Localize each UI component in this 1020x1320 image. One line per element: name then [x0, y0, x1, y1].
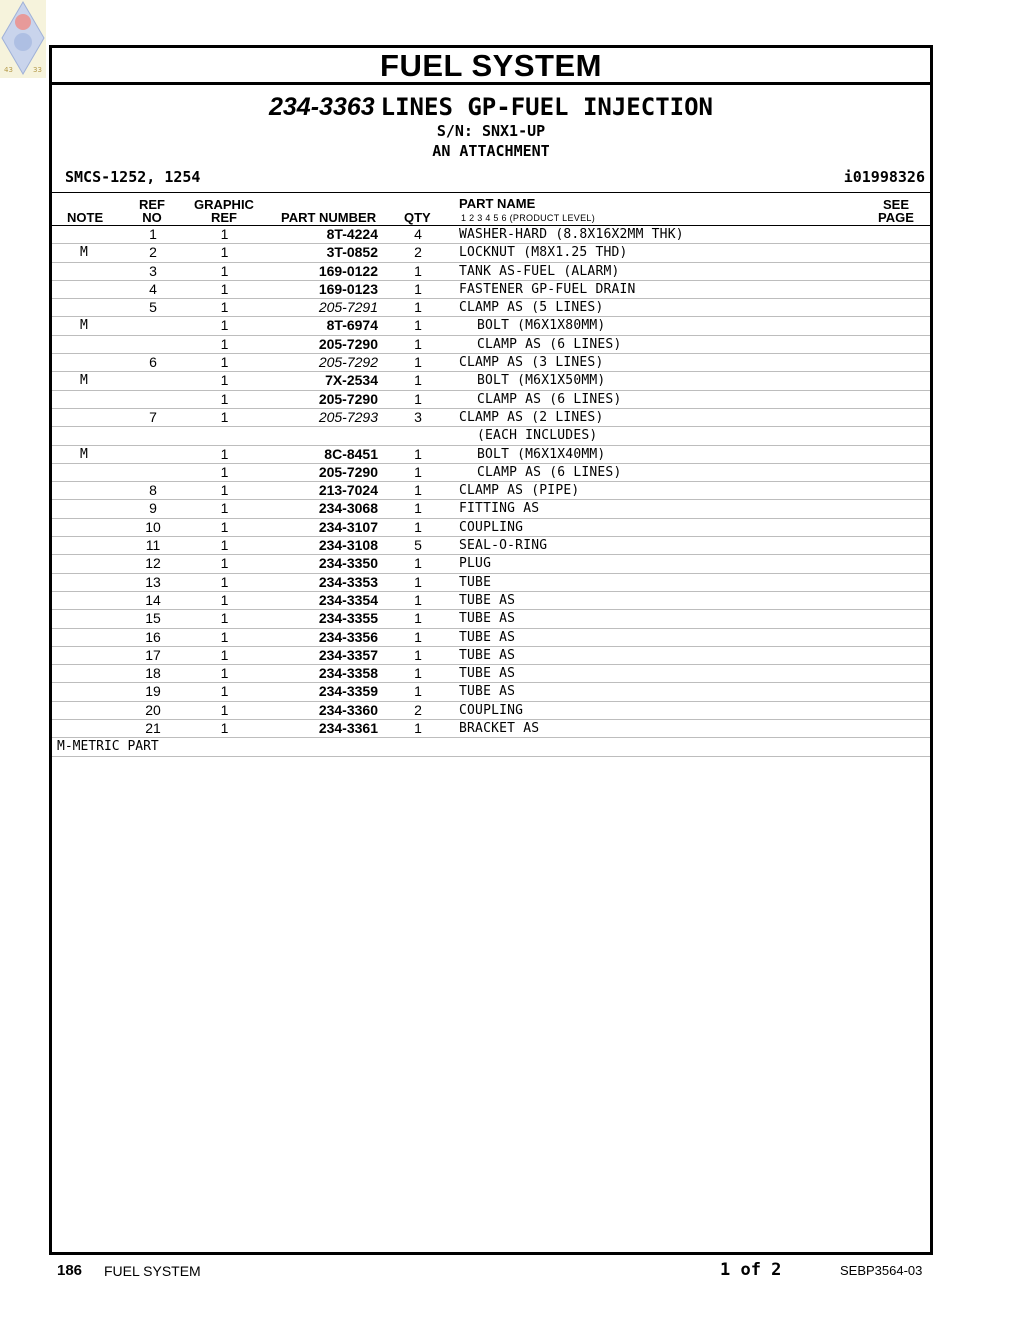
header-part-number: PART NUMBER	[281, 210, 377, 225]
row-graphic-ref: 1	[220, 390, 229, 407]
row-part-name: BOLT (M6X1X40MM)	[477, 446, 606, 462]
smcs-code: SMCS-1252, 1254	[65, 168, 201, 186]
row-qty: 1	[414, 720, 422, 737]
row-graphic-ref: 1	[220, 701, 229, 718]
header-qty: QTY	[404, 210, 431, 225]
table-row	[52, 629, 930, 647]
row-ref-no: 4	[149, 280, 157, 297]
row-part-number: 234-3359	[318, 683, 378, 700]
row-ref-no: 12	[145, 555, 161, 572]
row-note: M	[80, 446, 88, 462]
row-part-number: 234-3107	[318, 518, 378, 535]
row-part-number: 234-3068	[318, 500, 378, 517]
row-graphic-ref: 1	[220, 591, 229, 608]
footnote-row	[52, 738, 930, 756]
row-part-number: 234-3360	[318, 701, 378, 718]
row-graphic-ref: 1	[220, 299, 229, 316]
group-name: LINES GP-FUEL INJECTION	[380, 93, 713, 121]
row-part-name: TUBE AS	[459, 592, 516, 608]
row-part-name: BOLT (M6X1X50MM)	[477, 373, 606, 389]
table-row	[52, 555, 930, 573]
row-part-number: 234-3356	[318, 628, 378, 645]
row-note: M	[80, 245, 88, 261]
row-part-number: 3T-0852	[326, 244, 378, 261]
header-ref-no: NO	[142, 210, 162, 225]
header-product-levels: 1 2 3 4 5 6 (PRODUCT LEVEL)	[461, 213, 595, 223]
row-graphic-ref: 1	[220, 463, 229, 480]
row-part-number: 234-3357	[318, 646, 378, 663]
row-part-number: 8T-4224	[326, 226, 378, 242]
row-qty: 1	[414, 518, 422, 535]
row-graphic-ref: 1	[220, 445, 229, 462]
row-qty: 1	[414, 591, 422, 608]
row-ref-no: 11	[145, 537, 161, 554]
row-qty: 1	[414, 646, 422, 663]
row-graphic-ref: 1	[220, 720, 229, 737]
row-qty: 1	[414, 372, 422, 389]
row-graphic-ref: 1	[220, 665, 229, 682]
table-row	[52, 537, 930, 555]
row-part-name: LOCKNUT (M8X1.25 THD)	[459, 245, 628, 261]
row-qty: 4	[414, 226, 422, 242]
row-part-name: COUPLING	[459, 519, 524, 535]
row-qty: 1	[414, 335, 422, 352]
row-graphic-ref: 1	[220, 408, 229, 425]
row-qty: 1	[414, 628, 422, 645]
row-part-name: TUBE AS	[459, 647, 516, 663]
table-row	[52, 446, 930, 464]
row-part-number: 234-3353	[318, 573, 378, 590]
row-qty: 1	[414, 610, 422, 627]
table-row	[52, 720, 930, 738]
row-part-number: 169-0122	[318, 262, 378, 279]
row-graphic-ref: 1	[220, 354, 229, 371]
row-ref-no: 17	[145, 646, 161, 663]
logo-number-left: 43	[4, 66, 13, 74]
row-part-name: CLAMP AS (6 LINES)	[477, 391, 622, 407]
row-part-name: CLAMP AS (5 LINES)	[459, 300, 604, 316]
row-graphic-ref: 1	[220, 482, 229, 499]
row-note: M	[80, 318, 88, 334]
row-ref-no: 3	[149, 262, 157, 279]
row-part-number: 205-7292	[318, 354, 378, 371]
table-row	[52, 683, 930, 701]
table-row	[52, 519, 930, 537]
row-ref-no: 13	[145, 573, 161, 590]
header-see-page: PAGE	[878, 210, 914, 225]
row-qty: 1	[414, 573, 422, 590]
row-graphic-ref: 1	[220, 628, 229, 645]
parts-table	[52, 226, 930, 738]
row-ref-no: 5	[149, 299, 157, 316]
row-part-number: 205-7291	[318, 299, 378, 316]
table-row	[52, 299, 930, 317]
row-ref-no: 1	[149, 226, 157, 242]
row-ref-no: 6	[149, 354, 157, 371]
row-part-name: TUBE AS	[459, 666, 516, 682]
group-number: 234-3363	[269, 93, 375, 121]
row-part-name: TUBE AS	[459, 684, 516, 700]
row-part-number: 234-3358	[318, 665, 378, 682]
row-part-name: CLAMP AS (6 LINES)	[477, 336, 622, 352]
row-graphic-ref: 1	[220, 335, 229, 352]
table-row	[52, 263, 930, 281]
row-qty: 1	[414, 665, 422, 682]
row-part-name: (EACH INCLUDES)	[477, 428, 598, 444]
row-ref-no: 20	[145, 701, 161, 718]
row-ref-no: 2	[149, 244, 157, 261]
page-of: 1 of 2	[720, 1260, 782, 1280]
row-ref-no: 18	[145, 665, 161, 682]
row-qty: 1	[414, 354, 422, 371]
header-graphic: GRAPHIC	[194, 197, 254, 212]
table-row	[52, 464, 930, 482]
table-row	[52, 665, 930, 683]
row-qty: 2	[414, 701, 422, 718]
corner-logo	[0, 0, 46, 78]
table-row	[52, 482, 930, 500]
row-part-name: SEAL-O-RING	[459, 538, 548, 554]
row-part-name: CLAMP AS (3 LINES)	[459, 355, 604, 371]
table-row	[52, 244, 930, 262]
row-qty: 1	[414, 317, 422, 334]
row-part-name: CLAMP AS (PIPE)	[459, 483, 580, 499]
table-row	[52, 409, 930, 427]
header-graphic-ref: REF	[211, 210, 237, 225]
illustration-id: i01998326	[843, 168, 925, 186]
row-ref-no: 9	[149, 500, 157, 517]
table-row	[52, 592, 930, 610]
row-graphic-ref: 1	[220, 683, 229, 700]
row-part-number: 169-0123	[318, 280, 378, 297]
row-qty: 3	[414, 408, 422, 425]
row-graphic-ref: 1	[220, 555, 229, 572]
row-qty: 1	[414, 445, 422, 462]
row-graphic-ref: 1	[220, 500, 229, 517]
metric-footnote: M-METRIC PART	[57, 739, 159, 755]
table-row	[52, 391, 930, 409]
group-title	[52, 92, 930, 122]
table-row	[52, 610, 930, 628]
row-part-number: 8T-6974	[326, 317, 378, 334]
row-part-number: 234-3350	[318, 555, 378, 572]
table-row	[52, 336, 930, 354]
page-number: 186	[57, 1262, 83, 1279]
row-ref-no: 10	[145, 518, 161, 535]
footer-section: FUEL SYSTEM	[104, 1263, 201, 1279]
row-graphic-ref: 1	[220, 646, 229, 663]
row-part-name: PLUG	[459, 556, 492, 572]
row-part-number: 234-3354	[318, 591, 378, 608]
row-part-name: FITTING AS	[459, 501, 540, 517]
row-part-name: TUBE	[459, 574, 492, 590]
table-row	[52, 427, 930, 445]
row-qty: 1	[414, 500, 422, 517]
row-qty: 1	[414, 463, 422, 480]
row-part-name: WASHER-HARD (8.8X16X2MM THK)	[459, 227, 684, 242]
row-part-name: BOLT (M6X1X80MM)	[477, 318, 606, 334]
table-row	[52, 281, 930, 299]
row-graphic-ref: 1	[220, 372, 229, 389]
row-note: M	[80, 373, 88, 389]
header-part-name: PART NAME	[459, 196, 536, 211]
table-row	[52, 574, 930, 592]
group-header	[52, 85, 930, 192]
row-part-number: 8C-8451	[324, 445, 378, 462]
row-qty: 5	[414, 537, 422, 554]
row-ref-no: 7	[149, 408, 157, 425]
row-graphic-ref: 1	[220, 262, 229, 279]
row-part-number: 234-3108	[318, 537, 378, 554]
row-qty: 1	[414, 280, 422, 297]
row-part-number: 205-7290	[318, 390, 378, 407]
row-part-number: 234-3355	[318, 610, 378, 627]
attachment-label: AN ATTACHMENT	[432, 142, 550, 160]
row-part-number: 205-7290	[318, 335, 378, 352]
row-graphic-ref: 1	[220, 317, 229, 334]
header-ref: REF	[139, 197, 165, 212]
row-qty: 1	[414, 683, 422, 700]
table-row	[52, 372, 930, 390]
row-part-name: TUBE AS	[459, 611, 516, 627]
parts-list-frame	[49, 45, 933, 1255]
row-qty: 1	[414, 390, 422, 407]
row-qty: 2	[414, 244, 422, 261]
row-graphic-ref: 1	[220, 244, 229, 261]
row-ref-no: 19	[145, 683, 161, 700]
table-row	[52, 226, 930, 244]
row-graphic-ref: 1	[220, 518, 229, 535]
row-qty: 1	[414, 262, 422, 279]
row-part-number: 7X-2534	[325, 372, 378, 389]
row-ref-no: 15	[145, 610, 161, 627]
row-part-name: BRACKET AS	[459, 721, 540, 737]
row-part-name: COUPLING	[459, 702, 524, 718]
column-headers	[52, 192, 930, 226]
row-qty: 1	[414, 555, 422, 572]
header-see: SEE	[883, 197, 910, 212]
row-ref-no: 21	[145, 720, 161, 737]
row-ref-no: 14	[145, 591, 161, 608]
page-footer	[0, 1260, 1020, 1284]
row-part-name: TANK AS-FUEL (ALARM)	[459, 263, 620, 279]
row-graphic-ref: 1	[220, 573, 229, 590]
row-part-number: 205-7290	[318, 463, 378, 480]
table-row	[52, 647, 930, 665]
logo-number-right: 33	[33, 66, 42, 74]
row-ref-no: 16	[145, 628, 161, 645]
section-title: FUEL SYSTEM	[52, 48, 930, 85]
table-row	[52, 500, 930, 518]
row-graphic-ref: 1	[220, 280, 229, 297]
row-part-name: CLAMP AS (6 LINES)	[477, 464, 622, 480]
table-row	[52, 317, 930, 335]
row-part-number: 213-7024	[318, 482, 378, 499]
row-part-number: 234-3361	[318, 720, 378, 737]
serial-number: S/N: SNX1-UP	[436, 122, 546, 140]
row-part-name: CLAMP AS (2 LINES)	[459, 409, 604, 425]
row-graphic-ref: 1	[220, 610, 229, 627]
row-part-name: FASTENER GP-FUEL DRAIN	[459, 281, 636, 297]
row-graphic-ref: 1	[220, 537, 229, 554]
table-row	[52, 354, 930, 372]
row-part-name: TUBE AS	[459, 629, 516, 645]
row-qty: 1	[414, 482, 422, 499]
row-ref-no: 8	[149, 482, 157, 499]
table-row	[52, 702, 930, 720]
row-qty: 1	[414, 299, 422, 316]
row-graphic-ref: 1	[220, 226, 229, 242]
row-part-number: 205-7293	[318, 408, 378, 425]
header-note: NOTE	[67, 210, 104, 225]
document-id: SEBP3564-03	[840, 1263, 923, 1278]
